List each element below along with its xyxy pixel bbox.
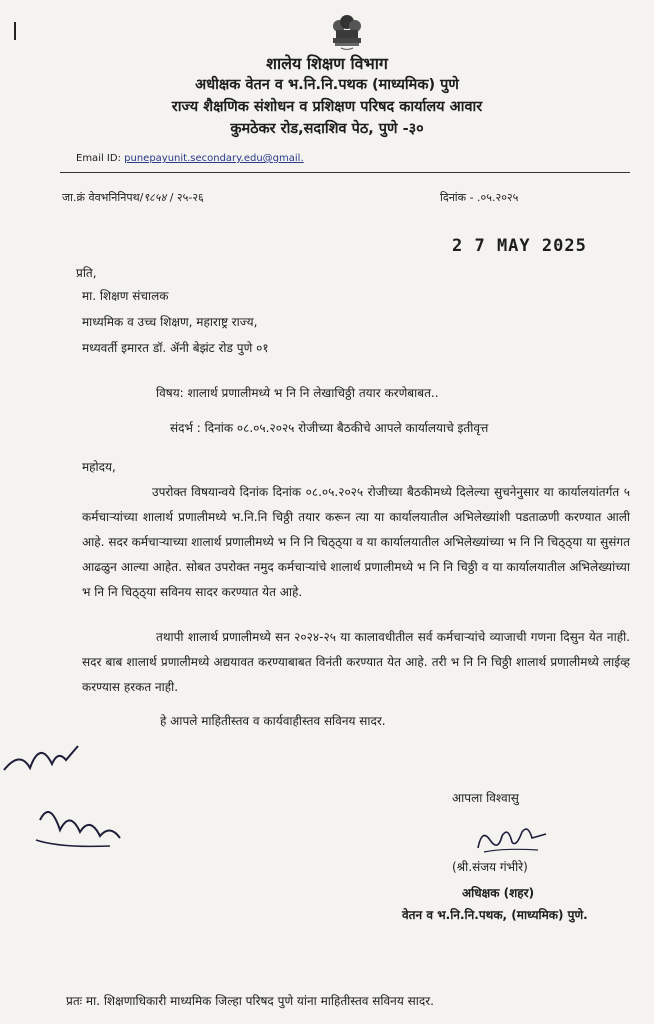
email-label: Email ID: (76, 153, 121, 164)
email-line (76, 153, 304, 164)
reference-handwritten-number: ९८५४ (143, 191, 167, 204)
reference-year: / २५-२६ (169, 191, 204, 204)
letter-reference: संदर्भ : दिनांक ०८.०५.२०२५ रोजीच्या बैठकीचे आपले कार्यालयाचे इतीवृत्त (170, 421, 489, 435)
body-paragraph-1: उपरोक्त विषयान्वये दिनांक दिनांक ०८.०५.२०२५ रोजीच्या बैठकीमध्ये दिलेल्या सुचनेनुसार या कार्यालयांतर्गत ५ कर्मचाऱ्यांच्या शालार्थ प्रणालीमध्ये भ.नि.नि चिठ्ठी तयार करून त्या या कार्यालयातील अभिलेख्यांशी पडताळणी करण्यात आली आहे. सदर कर्मचाऱ्याच्या शालार्थ प्रणालीमध्ये भ नि नि चिठ्ठ्या व या कार्यालयातील अभिलेख्यांच्या भ नि नि चिठ्ठ्या या सुसंगत आढळुन आल्या आहेत. सोबत उपरोक्त नमुद कर्मचाऱ्यांचे शालार्थ प्रणालीमध्ये भ नि नि चिठ्ठी व या कार्यालयातील अभिलेख्यांच्या भ नि नि चिठ्ठ्या सविनय सादर करण्यात येत आहे. (82, 485, 630, 599)
handwritten-annotation-icon (0, 720, 140, 880)
salutation: महोदय, (82, 460, 116, 474)
body-paragraph-2: तथापी शालार्थ प्रणालीमध्ये सन २०२४-२५ या कालावधीतील सर्व कर्मचाऱ्यांचे व्याजाची गणना दिसुन येत नाही. सदर बाब शालार्थ प्रणालीमध्ये अद्ययावत करण्याबाबत विनंती करण्यात येत आहे. तरी भ नि नि चिठ्ठी शालार्थ प्रणालीमध्ये लाईव्ह करण्यास हरकत नाही. (82, 630, 630, 694)
state-emblem-icon (325, 8, 369, 52)
closing-phrase: आपला विश्वासु (452, 791, 519, 805)
received-date-stamp: 2 7 MAY 2025 (452, 236, 587, 256)
body-paragraph-3: हे आपले माहितीस्तव व कार्यवाहीस्तव सविनय सादर. (160, 714, 386, 728)
office-address: कुमठेकर रोड,सदाशिव पेठ, पुणे -३० (230, 121, 424, 137)
reference-prefix: जा.क्रं वेवभनिनिपथ/ (62, 191, 144, 204)
signer-designation: अधिक्षक (शहर) (462, 886, 535, 900)
office-premises: राज्य शैक्षणिक संशोधन व प्रशिक्षण परिषद कार्यालय आवार (171, 99, 483, 115)
email-link[interactable]: punepayunit.secondary.edu@gmail. (124, 153, 304, 164)
header-divider (60, 172, 630, 173)
letter-subject: विषय: शालार्थ प्रणालीमध्ये भ नि नि लेखाचिठ्ठी तयार करणेबाबत.. (156, 386, 439, 400)
addressee-department: माध्यमिक व उच्च शिक्षण, महाराष्ट्र राज्य, (82, 315, 258, 329)
margin-mark (14, 22, 16, 40)
copy-to-line: प्रतः मा. शिक्षणाधिकारी माध्यमिक जिल्हा परिषद पुणे यांना माहितीस्तव सविनय सादर. (66, 994, 434, 1008)
signer-name: (श्री.संजय गंभीरे) (452, 860, 528, 874)
signer-office: वेतन व भ.नि.नि.पथक, (माध्यमिक) पुणे. (402, 908, 588, 922)
addressee-title: मा. शिक्षण संचालक (82, 289, 169, 303)
reference-number (62, 190, 204, 205)
addressee-prefix: प्रति, (76, 266, 97, 280)
signature-icon (472, 818, 552, 858)
addressee-address: मध्यवर्ती इमारत डॉ. ॲनी बेझंट रोड पुणे ०१ (82, 341, 269, 355)
department-title: शालेय शिक्षण विभाग (266, 54, 388, 73)
office-name: अधीक्षक वेतन व भ.नि.नि.पथक (माध्यमिक) पुणे (195, 77, 459, 93)
letter-date: दिनांक - .०५.२०२५ (440, 191, 519, 204)
